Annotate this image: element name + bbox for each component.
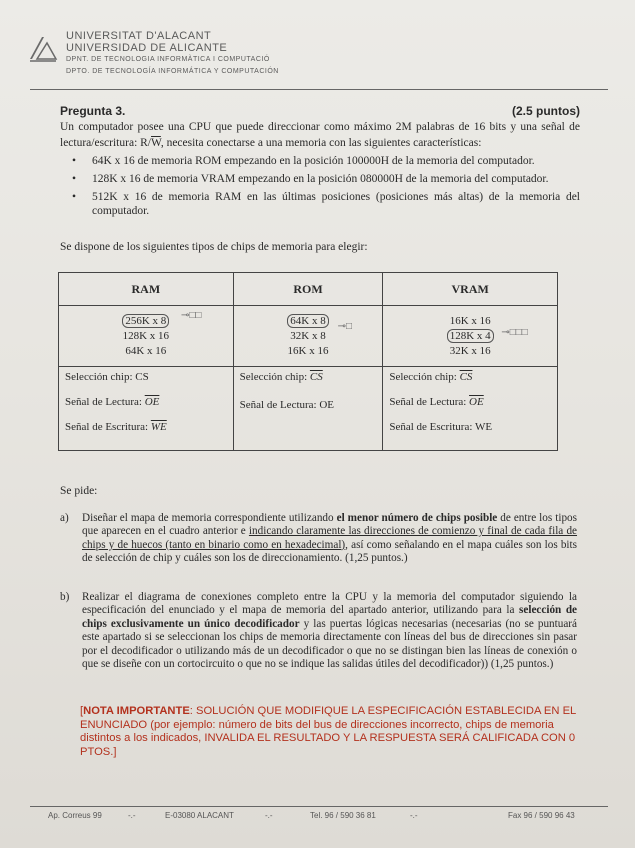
rom-oe-signal: Señal de Lectura: OE [239,399,335,411]
task-a-text: , así como señalando en el mapa cuáles son los bits de selección de chip y cuáles son los de direccionamiento. (1,25 puntos.) [82,538,577,565]
ram-chip-options [59,306,234,367]
university-name-es: UNIVERSIDAD DE ALICANTE [66,42,228,54]
university-name-va: UNIVERSITAT D'ALACANT [66,30,212,42]
vram-oe-signal: $\overline{OE}$ [469,396,484,408]
task-b-emphasis: selección de chips exclusivamente un único decodificador [82,604,578,630]
tasks-heading: Se pide: [60,485,98,497]
task-a [60,512,578,566]
vram-cs-label: Selección chip: [389,371,460,383]
task-a-text: de entre los tipos que aparecen en el cuadro anterior e [82,512,577,538]
ram-oe-label: Señal de Lectura: [65,396,145,408]
rom-chip-option: 32K x 8 [290,329,326,342]
task-a-underlined: indicando claramente las direcciones de comienzo y final de cada fila de chips y de huecos (tanto en binario como en hexadecimal) [82,525,578,551]
department-name-va: DPNT. DE TECNOLOGIA INFORMÀTICA I COMPUTACIÓ [66,56,270,63]
note-label: NOTA IMPORTANTE [83,705,190,717]
ram-we-label: Señal de Escritura: [65,421,151,433]
column-header-ram: RAM [59,273,234,306]
rom-chip-option: 16K x 16 [287,344,329,357]
vram-chip-option: 128K x 4 [447,329,494,343]
handwritten-scribble-icon: ⊸□□□ [501,327,528,338]
vram-chip-option: 32K x 16 [449,344,491,357]
header-divider [30,89,608,90]
ram-cs-label: Selección chip: [65,371,136,383]
note-text: : SOLUCIÓN QUE MODIFIQUE LA ESPECIFICACIÓN ESTABLECIDA EN EL ENUNCIADO (por ejemplo: número de bits del bus de direcciones incorrecto, chips de memoria distintos a los indicados, INVALIDA EL RESULTADO Y LA RESPUESTA SERÁ CALIFICADA CON 0 PTOS.] [80,705,576,758]
intro-text-a: Un computador posee una CPU que puede direccionar como máximo 2M palabras de 16 bits y una señal de lectura/escritura: R/ [60,121,580,149]
ram-chip-option: 128K x 16 [122,329,170,342]
rom-chip-options [233,306,383,367]
footer-fax: Fax 96 / 590 96 43 [508,811,575,820]
footer-postal: E-03080 ALACANT [165,811,234,820]
rom-chip-option: 64K x 8 [287,314,328,328]
intro-write-signal: $\overline{W}$ [151,137,161,149]
vram-signals [383,367,558,451]
task-a-emphasis: el menor número de chips posible [336,512,498,524]
task-b-label: b) [60,591,70,603]
rom-signals [233,367,383,451]
footer-address: Ap. Correus 99 [48,811,102,820]
university-logo-icon [28,33,58,63]
ram-signals [59,367,234,451]
question-title: Pregunta 3. [60,104,126,118]
list-item: • 128K x 16 de memoria VRAM empezando en la posición 080000H de la memoria del computador. [70,172,580,186]
note-bracket: [ [80,705,84,717]
list-item: • 64K x 16 de memoria ROM empezando en la posición 100000H de la memoria del computador. [70,154,580,168]
vram-chip-option: 16K x 16 [449,314,491,327]
column-header-rom: ROM [233,273,383,306]
footer-separator: -.- [410,811,418,820]
handwritten-scribble-icon: ⊸□□ [181,310,202,321]
memory-requirements-list [70,154,580,222]
intro-text-b: , necesita conectarse a una memoria con las siguientes características: [160,137,482,149]
vram-oe-label: Señal de Lectura: [389,396,470,408]
task-a-label: a) [60,512,69,524]
vram-cs-signal: $\overline{CS}$ [459,371,473,383]
question-points: (2.5 puntos) [512,104,580,118]
available-chips-text: Se dispone de los siguientes tipos de chips de memoria para elegir: [60,241,368,253]
rom-cs-signal: $\overline{CS}$ [309,371,323,383]
question-intro [60,119,580,151]
ram-chip-option: 64K x 16 [125,344,167,357]
task-a-text: Diseñar el mapa de memoria correspondiente utilizando [82,512,337,524]
rom-cs-label: Selección chip: [239,371,310,383]
footer-separator: -.- [128,811,136,820]
important-note [80,705,580,759]
ram-we-signal: $\overline{WE}$ [150,421,167,433]
department-name-es: DPTO. DE TECNOLOGÍA INFORMÁTICA Y COMPUTACIÓN [66,68,279,75]
footer-divider [30,806,608,807]
footer-phone: Tel. 96 / 590 36 81 [310,811,376,820]
column-header-vram: VRAM [383,273,558,306]
vram-we-signal: Señal de Escritura: WE [389,421,493,433]
chip-types-table [58,272,558,451]
ram-cs-signal: CS [135,371,149,383]
ram-oe-signal: $\overline{OE}$ [144,396,160,408]
task-b-text: Realizar el diagrama de conexiones completo entre la CPU y la memoria del computador siguiendo la especificación del enunciado y el mapa de memoria del apartado anterior, utilizando para la [82,591,577,617]
vram-chip-options [383,306,558,367]
handwritten-scribble-icon: ⊸□ [337,321,353,332]
ram-chip-option: 256K x 8 [122,314,169,328]
task-b [60,591,578,671]
footer-separator: -.- [265,811,273,820]
task-b-text: y las puertas lógicas necesarias (necesarias (no se puntuará este apartado si se seleccionan los chips de memoria directamente con líneas del bus de direcciones sin pasar por el decodificador o utilizando más de un decodificador o que no se distingan bien las líneas de conexión o que se diseñe con un cortocircuito o que no se indique las salidas útiles del decodificador)) (1,25 puntos.) [82,617,577,671]
list-item: • 512K x 16 de memoria RAM en las últimas posiciones (posiciones más altas) de la memoria del computador. [70,190,580,218]
